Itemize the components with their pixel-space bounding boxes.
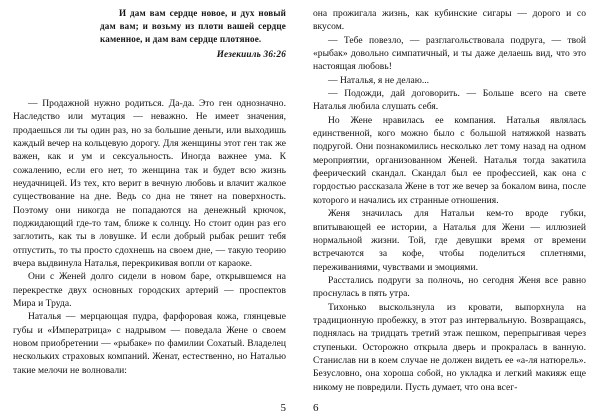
paragraph: Но Жене нравилась ее компания. Наталья являлась единственной, кого можно было с большой натяжкой назвать подругой. Они познакомились несколько лет тому назад на одном мероприятии, организованном Женей. Наталья тогда закатила феерический скандал. Скандал был ее профессией, как она с гордостью рассказала Жене в тот же вечер за бокалом вина, после которого и начались их странные отношения. bbox=[313, 114, 586, 206]
paragraph: Расстались подруги за полночь, но сегодня Женя все равно проснулась в пять утра. bbox=[313, 274, 586, 300]
paragraph: Женя значилась для Натальи кем-то вроде губки, впитывающей ее истории, а Наталья для Жени — иллюзией нормальной жизни. Той, где девушки время от времени встречаются за кофе, чтобы поделиться сплетнями, переживаниями, чувствами и эмоциями. bbox=[313, 208, 586, 273]
paragraph: Они с Женей долго сидели в новом баре, открывшемся на перекрестке двух основных городских артерий — проспектов Мира и Труда. bbox=[13, 271, 286, 309]
paragraph: — Подожди, дай договорить. — Больше всего на свете Наталья любила слушать себя. bbox=[313, 88, 586, 113]
left-page-body bbox=[13, 97, 286, 377]
epigraph-source: Иезекииль 36:26 bbox=[216, 48, 286, 59]
page-right bbox=[300, 0, 600, 420]
page-number-left: 5 bbox=[280, 402, 286, 414]
paragraph: — Наталья, я не делаю... bbox=[328, 74, 430, 86]
paragraph: — Продажной нужно родиться. Да-да. Это ген однозначно. Наследство или мутация — неважно. Не имеет значения, продаешься ли ты один раз, но за большие деньги, или выходишь каждый вечер на кольцевую дорогу. Для женщины этот ген так же важен, как и ум и сексуальность. Иногда важнее ума. К сожалению, если его нет, то женщина так и будет всю жизнь неудачницей. Из тех, кто верит в вечную любовь и влачит жалкое существование на дне. Ведь со дна не тянет на поверхность. Поэтому они никогда не попадаются на денежный крючок, поджидающий где-то там, ближе к солнцу. Но стоит один раз его заглотить, как ты в ловушке. И если добрый рыбак решит тебя отпустить, то ты просто сдохнешь на своем дне, — такую теорию вчера выдвинула Наталья, перекрикивая вопли от караоке. bbox=[13, 97, 286, 269]
paragraph: Наталья — мерцающая пудра, фарфоровая кожа, глянцевые губы и «Императрица» с надрывом — поведала Жене о своем новом приобретении — «рыбаке» по фамилии Сохатый. Владелец нескольких страховых компаний. Женат, естественно, но Наталью такие мелочи не волновали: bbox=[13, 311, 286, 376]
epigraph-text: И дам вам сердце новое, и дух новый дам вам; и возьму из плоти вашей сердце каменное, и дам вам сердце плотяное. bbox=[100, 8, 286, 45]
right-page-body bbox=[313, 0, 586, 394]
epigraph-block bbox=[100, 7, 286, 61]
paragraph: Тихонько выскользнула из кровати, выпорхнула на традиционную пробежку, в этот раз интервальную. Возвращаясь, поднялась на тридцать третий этаж пешком, перепрыгивая через ступеньки. Осторожно открыла дверь и прокралась в ванную. Станислав ни в коем случае не должен видеть ее «а-ля натюрель». Безусловно, она хороша собой, но укладка и легкий макияж еще никому не повредили. Пусть думает, что она всег- bbox=[313, 301, 586, 393]
page-number-right: 6 bbox=[313, 402, 319, 414]
paragraph: — Тебе повезло, — разглагольствовала подруга, — твой «рыбак» довольно симпатичный, и ты даже делаешь вид, что это настоящая любовь! bbox=[313, 34, 586, 73]
paragraph: она прожигала жизнь, как кубинские сигары — дорого и со вкусом. bbox=[313, 8, 586, 33]
